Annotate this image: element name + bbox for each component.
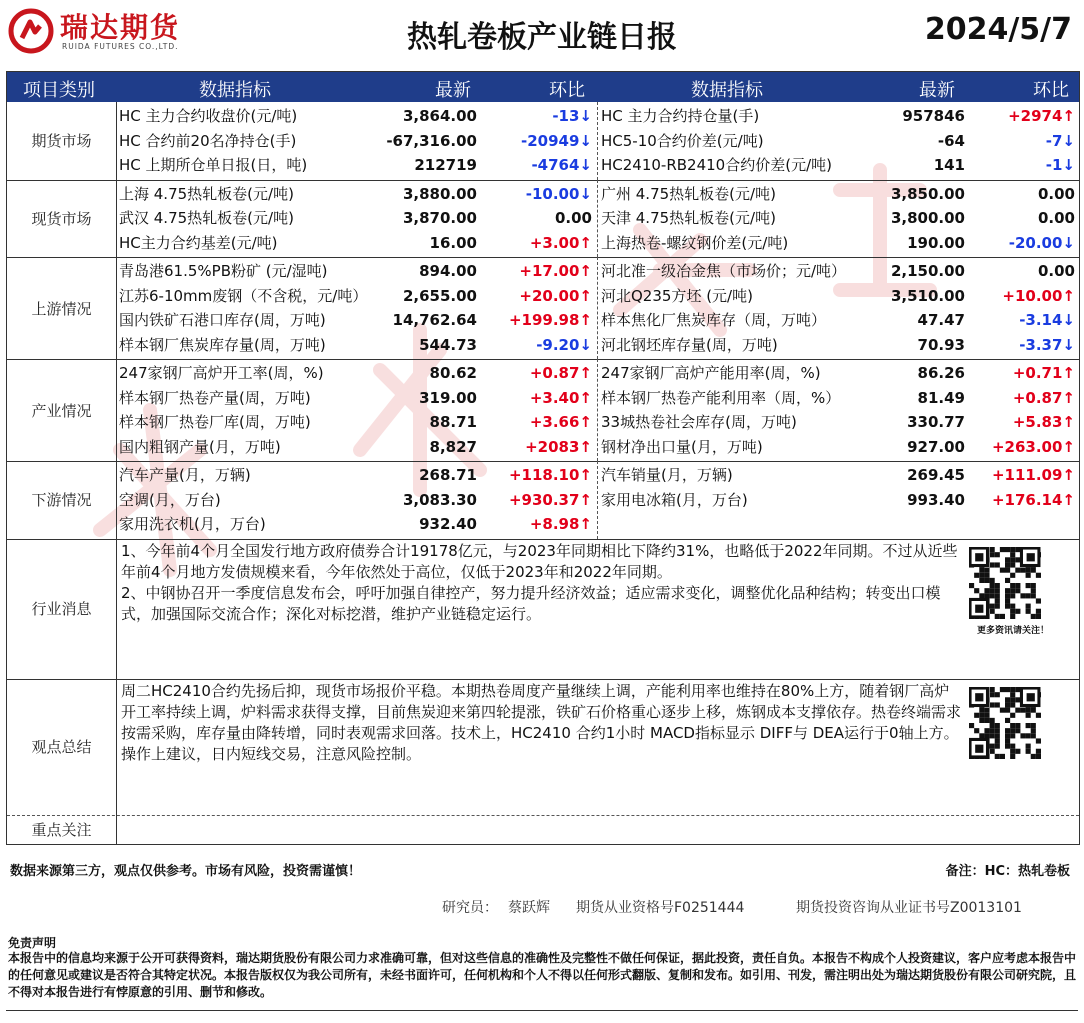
- category-label: 重点关注: [7, 815, 117, 845]
- indicator-name: 江苏6-10mm废钢（不含税，元/吨）: [119, 286, 368, 305]
- latest-value: 3,510.00: [890, 286, 965, 305]
- change-value: +2083↑: [525, 437, 592, 456]
- indicator-name: HC 主力合约持仓量(手): [601, 107, 760, 125]
- indicator-name: HC主力合约基差(元/吨): [119, 233, 278, 252]
- indicator-name: HC 合约前20名净持仓(手): [119, 131, 297, 150]
- category-label: 产业情况: [7, 359, 117, 461]
- change-value: -10.00↓: [525, 184, 592, 203]
- latest-value: 957846: [902, 107, 965, 125]
- latest-value: 81.49: [917, 388, 965, 407]
- latest-value: 544.73: [419, 335, 477, 354]
- latest-value: 3,850.00: [890, 184, 965, 203]
- latest-value: 14,762.64: [392, 311, 477, 329]
- indicator-name: 家用洗衣机(月，万台): [119, 515, 266, 533]
- latest-value: 3,800.00: [890, 209, 965, 227]
- change-value: -3.37↓: [1019, 335, 1075, 354]
- logo-text-cn: 瑞达期货: [60, 11, 181, 44]
- category-label: 行业消息: [7, 539, 117, 679]
- indicator-name: 钢材净出口量(月，万吨): [601, 437, 763, 456]
- category-label: 现货市场: [7, 180, 117, 258]
- latest-value: 3,870.00: [402, 209, 477, 227]
- change-value: 0.00: [554, 209, 592, 227]
- latest-value: 319.00: [419, 388, 477, 407]
- indicator-name: HC5-10合约价差(元/吨): [601, 131, 764, 150]
- change-value: +199.98↑: [508, 311, 592, 329]
- consult-license: 期货投资咨询从业证书号Z0013101: [796, 900, 1022, 916]
- change-value: 0.00: [1037, 209, 1075, 227]
- change-value: +3.66↑: [529, 413, 592, 431]
- indicator-name: 样本钢厂热卷产量(周，万吨): [119, 388, 311, 407]
- column-divider: [597, 359, 598, 461]
- latest-value: 88.71: [429, 413, 477, 431]
- latest-value: 141: [933, 156, 965, 174]
- header-latest-left: 最新: [435, 80, 471, 101]
- change-value: +20.00↑: [519, 286, 592, 305]
- indicator-name: 国内铁矿石港口库存(周，万吨): [119, 311, 326, 329]
- qr-caption: 更多资讯请关注！: [977, 625, 1050, 636]
- change-value: -20.00↓: [1008, 233, 1075, 252]
- latest-value: 47.47: [917, 311, 965, 329]
- latest-value: 268.71: [419, 466, 477, 484]
- indicator-name: 汽车销量(月，万辆): [601, 466, 733, 484]
- latest-value: 212719: [414, 156, 477, 174]
- change-value: +5.83↑: [1012, 413, 1075, 431]
- indicator-name: 河北准一级冶金焦（市场价；元/吨）: [601, 262, 847, 280]
- change-value: 0.00: [1037, 262, 1075, 280]
- latest-value: 932.40: [419, 515, 477, 533]
- latest-value: 993.40: [907, 490, 965, 509]
- change-value: +2974↑: [1008, 107, 1075, 125]
- change-value: +930.37↑: [508, 490, 592, 509]
- section-divider: [7, 539, 1079, 540]
- latest-value: 3,880.00: [402, 184, 477, 203]
- indicator-name: HC 主力合约收盘价(元/吨): [119, 107, 298, 125]
- remark-note: 备注：HC：热轧卷板: [945, 864, 1070, 879]
- indicator-name: 上海热卷-螺纹钢价差(元/吨): [601, 233, 789, 252]
- indicator-name: 上海 4.75热轧板卷(元/吨): [119, 184, 294, 203]
- latest-value: 8,827: [429, 437, 477, 456]
- change-value: -9.20↓: [536, 335, 592, 354]
- category-label: 观点总结: [7, 679, 117, 815]
- section-divider: [7, 257, 1079, 258]
- indicator-name: 247家钢厂高炉产能用率(周，%): [601, 364, 821, 382]
- change-value: -3.14↓: [1019, 311, 1075, 329]
- latest-value: 16.00: [429, 233, 477, 252]
- change-value: -20949↓: [521, 131, 592, 150]
- indicator-name: 33城热卷社会库存(周，万吨): [601, 413, 797, 431]
- indicator-name: 武汉 4.75热轧板卷(元/吨): [119, 209, 294, 227]
- header-change-right: 环比: [1033, 80, 1069, 101]
- latest-value: 3,083.30: [402, 490, 477, 509]
- section-divider: [7, 359, 1079, 360]
- latest-value: 190.00: [907, 233, 965, 252]
- latest-value: 894.00: [419, 262, 477, 280]
- qr-code-icon: [969, 547, 1041, 619]
- indicator-name: 汽车产量(月，万辆): [119, 466, 251, 484]
- section-paragraph: 1、今年前4个月全国发行地方政府债券合计19178亿元，与2023年同期相比下降约31%，也略低于2022年同期。不过从近些年前4个月地方发债规模来看，今年依然处于高位，仅低于2023年和2022年同期。 2、中钢协召开一季度信息发布会，呼吁加强自律控产，努力提升经济效益；适应需求变化，调整优化品种结构；转变出口模式，加强国际交流合作；深化对标挖潜，维护产业链稳定运行。: [121, 541, 958, 623]
- table-header-row: [7, 72, 1079, 102]
- category-label: 期货市场: [7, 102, 117, 180]
- change-value: -4764↓: [531, 156, 592, 174]
- indicator-name: 天津 4.75热轧板卷(元/吨): [601, 209, 776, 227]
- section-paragraph: 周二HC2410合约先扬后抑，现货市场报价平稳。本期热卷周度产量继续上调，产能利用率也维持在80%上方，随着钢厂高炉开工率持续上调，炉料需求获得支撑，目前焦炭迎来第四轮提涨，铁矿石价格重心逐步上移，炼钢成本支撑依存。热卷终端需求按需采购，库存量由降转增，同时表观需求回落。技术上，HC2410 合约1小时 MACD指标显示 DIFF与 DEA运行于0轴上方。操作上建议，日内短线交易，注意风险控制。: [121, 681, 962, 763]
- report-header: [0, 0, 1084, 66]
- section-divider: [7, 180, 1079, 181]
- header-indicator-left: 数据指标: [199, 80, 271, 101]
- researcher-name: 蔡跃辉: [508, 900, 550, 916]
- change-value: +3.40↑: [529, 388, 592, 407]
- column-divider: [597, 102, 598, 180]
- change-value: -7↓: [1045, 131, 1075, 150]
- change-value: +8.98↑: [529, 515, 592, 533]
- indicator-name: HC2410-RB2410合约价差(元/吨): [601, 156, 832, 174]
- indicator-name: 247家钢厂高炉开工率(周，%): [119, 364, 324, 382]
- indicator-name: 青岛港61.5%PB粉矿 (元/湿吨): [119, 262, 328, 280]
- change-value: +0.87↑: [529, 364, 592, 382]
- change-value: +176.14↑: [991, 490, 1075, 509]
- indicator-name: 国内粗钢产量(月，万吨): [119, 437, 281, 456]
- category-label: 下游情况: [7, 461, 117, 539]
- change-value: +0.71↑: [1012, 364, 1075, 382]
- header-category: 项目类别: [23, 80, 95, 101]
- latest-value: 2,150.00: [890, 262, 965, 280]
- researcher-label: 研究员：: [442, 900, 498, 916]
- indicator-name: 空调(月，万台): [119, 490, 221, 509]
- logo-text-en: RUIDA FUTURES CO.,LTD.: [62, 42, 179, 51]
- indicator-name: 样本钢厂热卷厂库(周，万吨): [119, 413, 311, 431]
- section-divider: [7, 679, 1079, 680]
- change-value: +17.00↑: [519, 262, 592, 280]
- indicator-name: 河北Q235方坯 (元/吨): [601, 286, 753, 305]
- futures-license: 期货从业资格号F0251444: [576, 900, 745, 916]
- report-title: 热轧卷板产业链日报: [407, 20, 677, 55]
- change-value: +263.00↑: [991, 437, 1075, 456]
- change-value: 0.00: [1037, 184, 1075, 203]
- latest-value: 80.62: [429, 364, 477, 382]
- latest-value: 330.77: [907, 413, 965, 431]
- latest-value: 86.26: [917, 364, 965, 382]
- header-change-left: 环比: [549, 80, 585, 101]
- change-value: +111.09↑: [991, 466, 1075, 484]
- indicator-name: 河北钢坯库存量(周，万吨): [601, 335, 778, 354]
- source-note: 数据来源第三方，观点仅供参考。市场有风险，投资需谨慎！: [10, 864, 362, 879]
- column-divider: [597, 257, 598, 359]
- latest-value: 927.00: [907, 437, 965, 456]
- change-value: -1↓: [1045, 156, 1075, 174]
- section-divider: [7, 815, 1079, 816]
- change-value: -13↓: [552, 107, 592, 125]
- change-value: +10.00↑: [1002, 286, 1075, 305]
- latest-value: -64: [937, 131, 965, 150]
- disclaimer-text: 本报告中的信息均来源于公开可获得资料，瑞达期货股份有限公司力求准确可靠，但对这些信息的准确性及完整性不做任何保证，据此投资，责任自负。本报告不构成个人投资建议，客户应考虑本报告中的任何意见或建议是否符合其特定状况。本报告版权仅为我公司所有，未经书面许可，任何机构和个人不得以任何形式翻版、复制和发布。如引用、刊发，需注明出处为瑞达期货股份有限公司研究院，且不得对本报告进行有悖原意的引用、删节和修改。: [8, 951, 1077, 999]
- change-value: +0.87↑: [1012, 388, 1075, 407]
- indicator-name: 家用电冰箱(月，万台): [601, 490, 748, 509]
- disclaimer-title: 免责声明: [8, 936, 57, 950]
- indicator-name: 样本焦化厂焦炭库存（周，万吨）: [601, 311, 827, 329]
- data-table: [6, 71, 1080, 845]
- header-latest-right: 最新: [919, 80, 955, 101]
- section-divider: [7, 461, 1079, 462]
- column-divider: [597, 180, 598, 258]
- latest-value: 269.45: [907, 466, 965, 484]
- latest-value: 70.93: [917, 335, 965, 354]
- qr-code-icon: [969, 687, 1041, 759]
- bottom-divider: [6, 1010, 1078, 1011]
- change-value: +118.10↑: [508, 466, 592, 484]
- indicator-name: HC 上期所仓单日报(日，吨): [119, 156, 308, 174]
- latest-value: 3,864.00: [402, 107, 477, 125]
- latest-value: -67,316.00: [386, 131, 477, 150]
- report-date: 2024/5/7: [924, 12, 1072, 47]
- latest-value: 2,655.00: [402, 286, 477, 305]
- indicator-name: 广州 4.75热轧板卷(元/吨): [601, 184, 776, 203]
- indicator-name: 样本钢厂焦炭库存量(周，万吨): [119, 335, 326, 354]
- header-indicator-right: 数据指标: [691, 80, 763, 101]
- category-label: 上游情况: [7, 257, 117, 359]
- indicator-name: 样本钢厂热卷产能利用率（周，%）: [601, 388, 841, 407]
- column-divider: [597, 461, 598, 539]
- change-value: +3.00↑: [529, 233, 592, 252]
